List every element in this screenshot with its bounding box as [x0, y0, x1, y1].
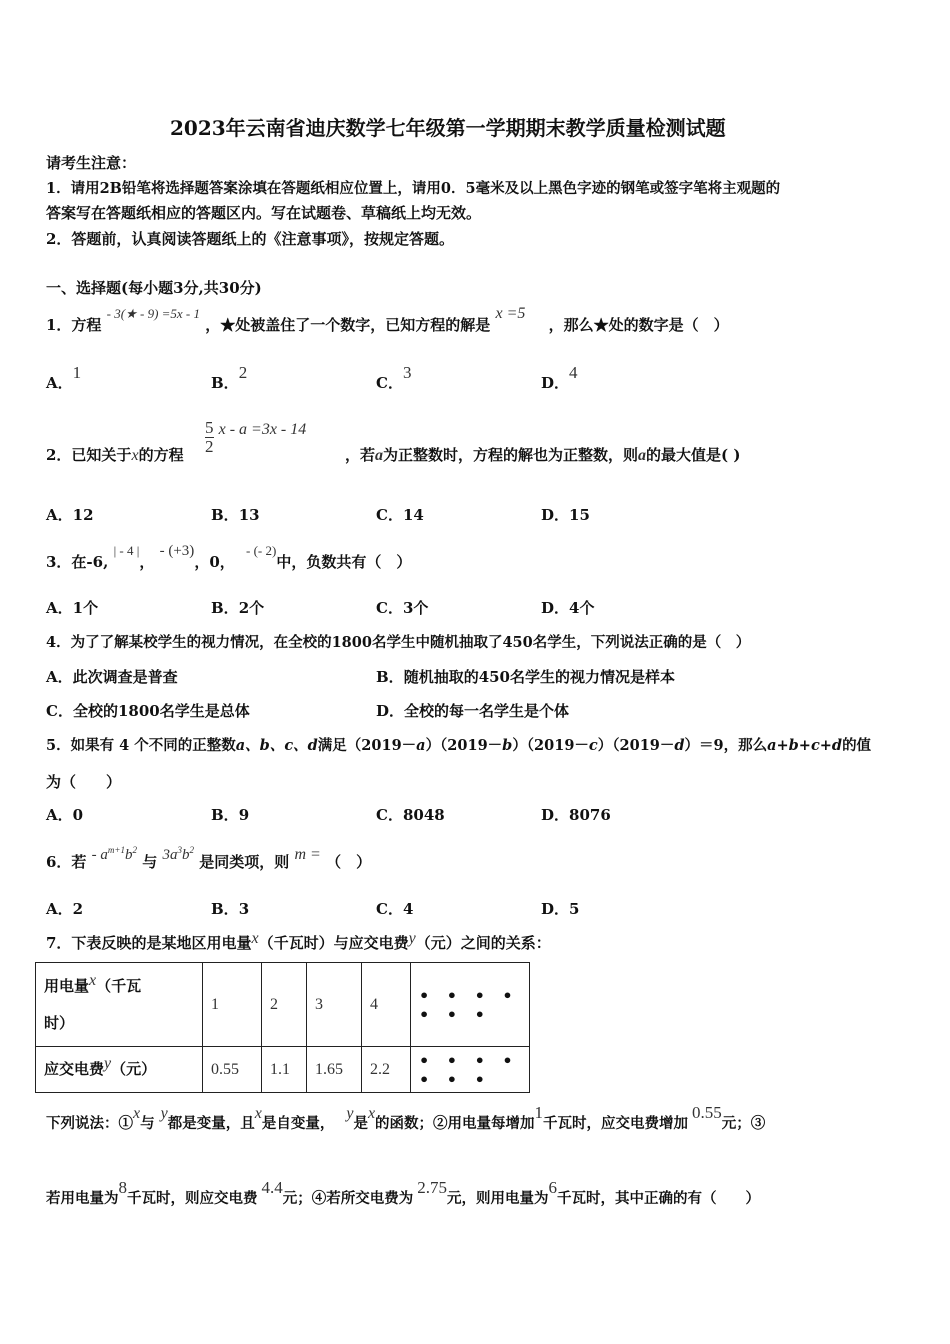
q1-text-b: ，★处被盖住了一个数字，已知方程的解是	[205, 316, 491, 334]
q3-option-b: B．2个	[211, 599, 265, 617]
q6-term-1: - $a^{m+1}b^2$	[91, 845, 137, 863]
q1-option-a: A．1	[46, 363, 82, 392]
section-heading: 一、选择题(每小题3分,共30分)	[46, 279, 262, 297]
q2-option-b: B．13	[211, 506, 260, 524]
question-7-statements-2: 若用电量为8千瓦时，则应交电费4.4元；④若所交电费为2.75元，则用电量为6千瓦时，其中正确的有（ ）	[46, 1178, 760, 1207]
table-cell: 0.55	[203, 1047, 262, 1093]
table-cell: 4	[362, 963, 411, 1047]
q1-text-a: 1．方程	[46, 316, 102, 334]
q4-option-d: D．全校的每一名学生是个体	[376, 702, 570, 720]
q5-option-a: A．0	[46, 806, 84, 824]
table-cell: 2.2	[362, 1047, 411, 1093]
q6-option-b: B．3	[211, 900, 250, 918]
notice-line-1b: 答案写在答题纸相应的答题区内。写在试题卷、草稿纸上均无效。	[46, 204, 482, 222]
q3-option-d: D．4个	[541, 599, 595, 617]
q5-option-d: D．8076	[541, 806, 611, 824]
q1-option-b: B．2	[211, 363, 248, 392]
q2-option-d: D．15	[541, 506, 590, 524]
table-cell: • • • • • • •	[411, 1047, 530, 1093]
q2-equation: $\frac{5}{2}$ x - a =3x - 14	[205, 418, 307, 456]
table-row	[36, 1047, 530, 1093]
q1-option-d: D．4	[541, 363, 578, 392]
table-cell: • • • • • • •	[411, 963, 530, 1047]
question-7-stem: 7．下表反映的是某地区用电量x（千瓦时）与应交电费y（元）之间的关系：	[46, 930, 551, 952]
q2-fraction: $\frac{5}{2}$	[205, 418, 214, 456]
q2-option-c: C．14	[376, 506, 424, 524]
table-cell: 2	[262, 963, 307, 1047]
table-cell: 3	[307, 963, 362, 1047]
question-5-stem-line2: 为（ ）	[46, 773, 122, 791]
q4-option-b: B．随机抽取的450名学生的视力情况是样本	[376, 668, 676, 686]
q3-option-c: C．3个	[376, 599, 429, 617]
table-header-usage: 用电量x（千瓦 时）	[36, 963, 203, 1047]
question-1-stem	[46, 305, 729, 335]
table-cell: 1.65	[307, 1047, 362, 1093]
q1-solution: x =5	[495, 305, 526, 322]
notice-line-2: 2．答题前，认真阅读答题纸上的《注意事项》，按规定答题。	[46, 230, 454, 248]
question-7-statements-1: 下列说法：①x与y都是变量，且x是自变量，y是x的函数；②用电量每增加1千瓦时，应交电费增加0.55元；③	[46, 1103, 766, 1132]
q3-option-a: A．1个	[46, 599, 99, 617]
table-row	[36, 963, 530, 1047]
notice-heading: 请考生注意：	[46, 154, 137, 172]
q6-option-d: D．5	[541, 900, 580, 918]
q2-option-a: A．12	[46, 506, 94, 524]
question-2-stem: 2．已知关于x的方程	[46, 446, 184, 464]
question-5-stem: 5．如果有 4 个不同的正整数a、b、c、d满足（2019－a）（2019－b）（2019－c）（2019－d）＝9，那么a+b+c+d的值	[46, 737, 872, 754]
question-6-stem: 6．若 - $a^{m+1}b^2$ 与 $3a^3b^2$ 是同类项，则 m = （ ）	[46, 845, 372, 871]
question-4-stem: 4．为了了解某校学生的视力情况，在全校的1800名学生中随机抽取了450名学生，下列说法正确的是（ ）	[46, 634, 751, 651]
q6-option-a: A．2	[46, 900, 84, 918]
notice-line-1a: 1．请用2B铅笔将选择题答案涂填在答题纸相应位置上，请用0．5毫米及以上黑色字迹的钢笔或签字笔将主观题的	[46, 180, 781, 197]
q5-option-c: C．8048	[376, 806, 445, 824]
q4-option-c: C．全校的1800名学生是总体	[46, 702, 250, 720]
table-header-fee: 应交电费y（元）	[36, 1047, 203, 1093]
q6-term-2: $3a^3b^2$	[162, 845, 194, 863]
q1-text-c: ，那么★处的数字是（ ）	[548, 316, 729, 334]
q6-option-c: C．4	[376, 900, 414, 918]
q5-option-b: B．9	[211, 806, 250, 824]
q7-table	[35, 962, 530, 1093]
q1-equation: - 3(★ - 9) =5x - 1	[106, 306, 201, 321]
table-cell: 1	[203, 963, 262, 1047]
page-title: 2023年云南省迪庆数学七年级第一学期期末教学质量检测试题	[170, 116, 726, 140]
table-cell: 1.1	[262, 1047, 307, 1093]
q1-option-c: C．3	[376, 363, 412, 392]
question-2-stem-end: ，若a为正整数时，方程的解也为正整数，则a的最大值是( )	[345, 446, 741, 464]
q4-option-a: A．此次调查是普查	[46, 668, 178, 686]
question-3-stem: 3．在-6, | - 4 |， - (+3)，0， - (- 2)中，负数共有（ ）	[46, 543, 412, 571]
